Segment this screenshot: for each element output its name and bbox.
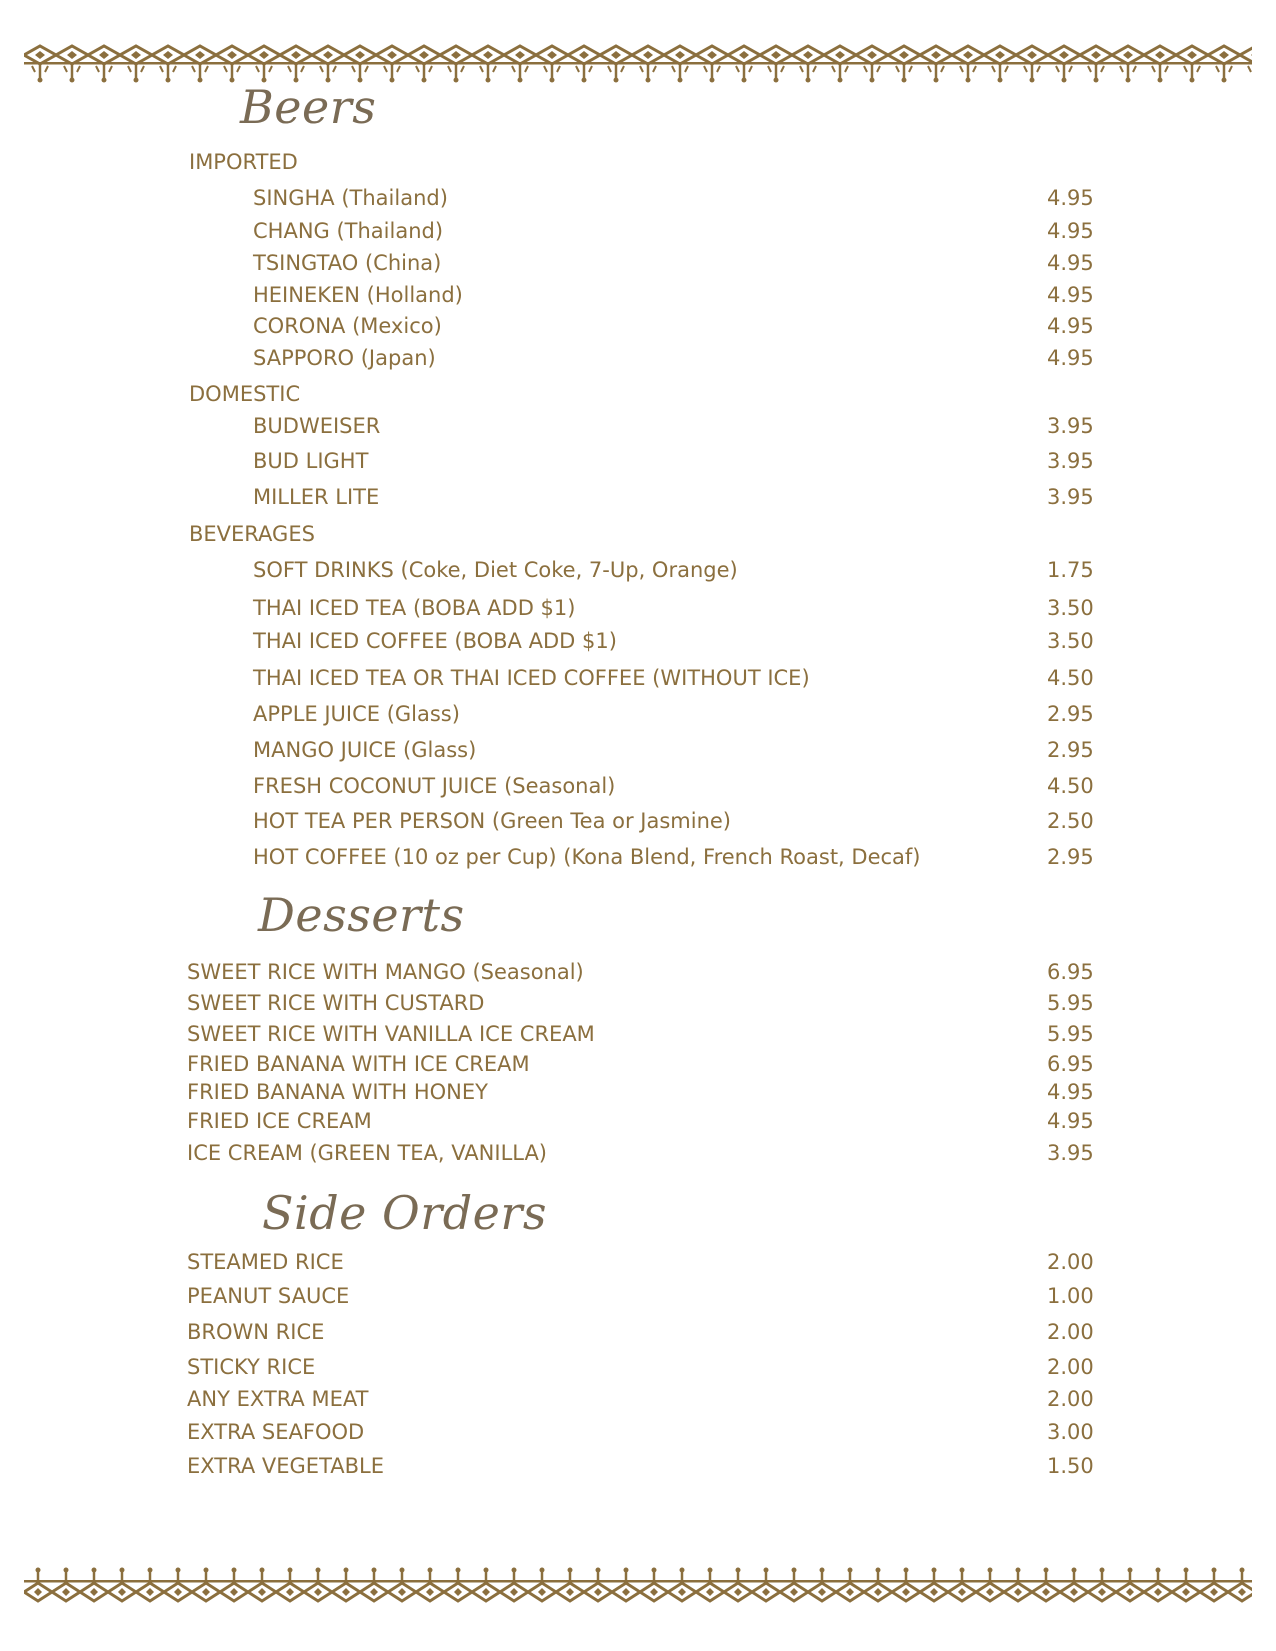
item-price: 1.50 bbox=[1047, 1454, 1094, 1478]
menu-item bbox=[0, 314, 1276, 344]
item-price: 1.75 bbox=[1047, 558, 1094, 582]
item-name: THAI ICED TEA OR THAI ICED COFFEE (WITHOUT ICE) bbox=[253, 666, 810, 690]
menu-item bbox=[0, 1022, 1276, 1052]
menu-item bbox=[0, 251, 1276, 281]
menu-item bbox=[0, 1387, 1276, 1417]
desserts-heading: Desserts bbox=[258, 888, 465, 942]
menu-item bbox=[0, 774, 1276, 804]
item-name: SAPPORO (Japan) bbox=[253, 346, 436, 370]
item-price: 3.95 bbox=[1047, 449, 1094, 473]
item-name: ICE CREAM (GREEN TEA, VANILLA) bbox=[187, 1141, 548, 1165]
item-price: 4.95 bbox=[1047, 283, 1094, 307]
top-ornament-border bbox=[24, 44, 1252, 84]
side-orders-heading: Side Orders bbox=[262, 1186, 547, 1240]
item-name: STEAMED RICE bbox=[187, 1250, 344, 1274]
item-name: CORONA (Mexico) bbox=[253, 314, 442, 338]
item-price: 4.95 bbox=[1047, 1109, 1094, 1133]
menu-item bbox=[0, 1420, 1276, 1450]
item-name: PEANUT SAUCE bbox=[187, 1284, 350, 1308]
item-name: HEINEKEN (Holland) bbox=[253, 283, 463, 307]
menu-item bbox=[0, 186, 1276, 216]
item-price: 4.95 bbox=[1047, 346, 1094, 370]
bottom-ornament-border bbox=[24, 1566, 1252, 1606]
item-price: 2.95 bbox=[1047, 738, 1094, 762]
menu-item bbox=[0, 629, 1276, 659]
item-price: 3.95 bbox=[1047, 414, 1094, 438]
beverages-label: BEVERAGES bbox=[189, 522, 315, 546]
item-price: 2.00 bbox=[1047, 1250, 1094, 1274]
item-name: MANGO JUICE (Glass) bbox=[253, 738, 477, 762]
item-price: 2.50 bbox=[1047, 809, 1094, 833]
item-price: 3.50 bbox=[1047, 629, 1094, 653]
menu-item bbox=[0, 960, 1276, 990]
item-price: 4.95 bbox=[1047, 314, 1094, 338]
item-name: BUDWEISER bbox=[253, 414, 381, 438]
item-name: BUD LIGHT bbox=[253, 449, 369, 473]
menu-item bbox=[0, 596, 1276, 626]
item-price: 4.95 bbox=[1047, 186, 1094, 210]
item-price: 2.00 bbox=[1047, 1387, 1094, 1411]
item-name: HOT TEA PER PERSON (Green Tea or Jasmine) bbox=[253, 809, 731, 833]
menu-item bbox=[0, 1320, 1276, 1350]
menu-item bbox=[0, 1250, 1276, 1280]
menu-item bbox=[0, 219, 1276, 249]
menu-item bbox=[0, 1284, 1276, 1314]
menu-item bbox=[0, 1052, 1276, 1082]
menu-item bbox=[0, 1454, 1276, 1484]
item-price: 2.95 bbox=[1047, 702, 1094, 726]
item-price: 4.95 bbox=[1047, 219, 1094, 243]
item-name: EXTRA VEGETABLE bbox=[187, 1454, 385, 1478]
menu-item bbox=[0, 449, 1276, 479]
item-name: STICKY RICE bbox=[187, 1355, 316, 1379]
item-name: SWEET RICE WITH MANGO (Seasonal) bbox=[187, 960, 584, 984]
item-name: BROWN RICE bbox=[187, 1320, 325, 1344]
item-name: CHANG (Thailand) bbox=[253, 219, 444, 243]
item-name: HOT COFFEE (10 oz per Cup) (Kona Blend, French Roast, Decaf) bbox=[253, 845, 921, 869]
menu-item bbox=[0, 414, 1276, 444]
item-name: THAI ICED TEA (BOBA ADD $1) bbox=[253, 596, 576, 620]
item-name: FRIED BANANA WITH HONEY bbox=[187, 1080, 488, 1104]
item-price: 3.00 bbox=[1047, 1420, 1094, 1444]
menu-item bbox=[0, 1109, 1276, 1139]
item-name: TSINGTAO (China) bbox=[253, 251, 442, 275]
item-price: 2.00 bbox=[1047, 1320, 1094, 1344]
item-price: 5.95 bbox=[1047, 991, 1094, 1015]
item-price: 5.95 bbox=[1047, 1022, 1094, 1046]
domestic-label: DOMESTIC bbox=[189, 382, 301, 406]
item-name: FRIED BANANA WITH ICE CREAM bbox=[187, 1052, 530, 1076]
item-price: 4.95 bbox=[1047, 251, 1094, 275]
item-price: 2.95 bbox=[1047, 845, 1094, 869]
item-price: 6.95 bbox=[1047, 960, 1094, 984]
menu-item bbox=[0, 1141, 1276, 1171]
menu-item bbox=[0, 666, 1276, 696]
beers-heading: Beers bbox=[240, 80, 377, 134]
menu-item bbox=[0, 346, 1276, 376]
item-name: SINGHA (Thailand) bbox=[253, 186, 448, 210]
menu-item bbox=[0, 485, 1276, 515]
menu-item bbox=[0, 845, 1276, 875]
item-price: 2.00 bbox=[1047, 1355, 1094, 1379]
item-name: ANY EXTRA MEAT bbox=[187, 1387, 369, 1411]
menu-item bbox=[0, 738, 1276, 768]
item-price: 1.00 bbox=[1047, 1284, 1094, 1308]
menu-item bbox=[0, 1355, 1276, 1385]
item-name: MILLER LITE bbox=[253, 485, 380, 509]
menu-item bbox=[0, 283, 1276, 313]
item-name: FRESH COCONUT JUICE (Seasonal) bbox=[253, 774, 616, 798]
item-name: SWEET RICE WITH CUSTARD bbox=[187, 991, 485, 1015]
item-price: 3.95 bbox=[1047, 1141, 1094, 1165]
menu-item bbox=[0, 702, 1276, 732]
imported-label: IMPORTED bbox=[189, 150, 298, 174]
item-name: APPLE JUICE (Glass) bbox=[253, 702, 460, 726]
menu-item bbox=[0, 558, 1276, 588]
item-name: SWEET RICE WITH VANILLA ICE CREAM bbox=[187, 1022, 595, 1046]
item-price: 3.95 bbox=[1047, 485, 1094, 509]
item-price: 4.95 bbox=[1047, 1080, 1094, 1104]
item-name: FRIED ICE CREAM bbox=[187, 1109, 372, 1133]
menu-item bbox=[0, 809, 1276, 839]
item-price: 6.95 bbox=[1047, 1052, 1094, 1076]
item-price: 4.50 bbox=[1047, 666, 1094, 690]
menu-item bbox=[0, 1080, 1276, 1110]
item-name: THAI ICED COFFEE (BOBA ADD $1) bbox=[253, 629, 617, 653]
item-price: 4.50 bbox=[1047, 774, 1094, 798]
item-name: EXTRA SEAFOOD bbox=[187, 1420, 365, 1444]
item-name: SOFT DRINKS (Coke, Diet Coke, 7-Up, Orange) bbox=[253, 558, 738, 582]
item-price: 3.50 bbox=[1047, 596, 1094, 620]
menu-item bbox=[0, 991, 1276, 1021]
